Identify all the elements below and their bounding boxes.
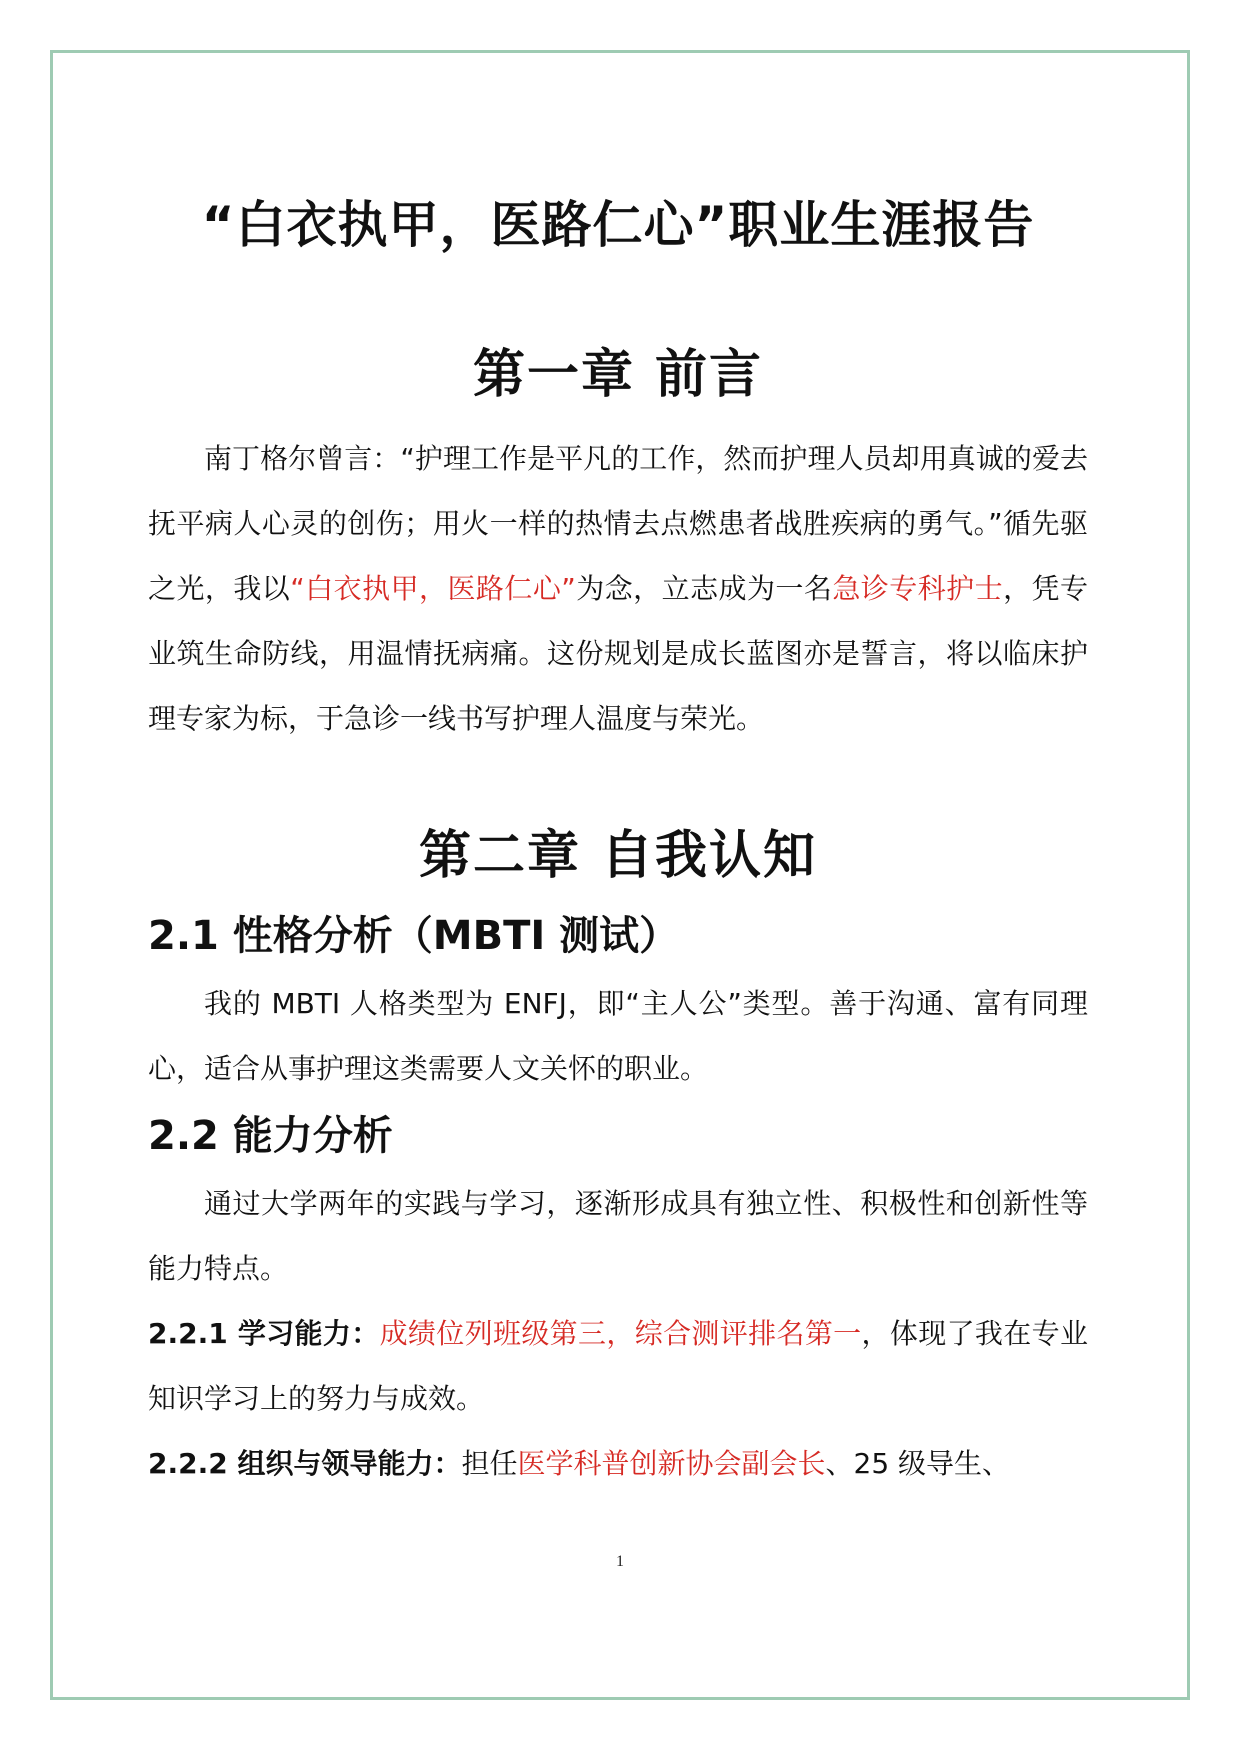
- chapter-1-paragraph: [148, 426, 1088, 751]
- quote-text: 南丁格尔曾言：“护理工作是平凡的工作，然而护理人员却用真诚的爱去抚平病人心灵的创伤；用火一样的热情去点燃患者战胜疾病的勇气。”循先驱之光，我以: [148, 442, 1088, 605]
- achievement-highlight: 成绩位列班级第三，综合测评排名第一: [379, 1317, 862, 1350]
- motto-highlight: “白衣执甲，医路仁心”: [290, 572, 576, 605]
- paragraph-text: 为念，立志成为一名: [575, 572, 833, 605]
- section-2-1-title: 2.1 性格分析（MBTI 测试）: [148, 913, 680, 959]
- subsection-text: 、25 级导生、: [825, 1447, 1011, 1480]
- paragraph-text: ，凭专业筑生命防线，用温情抚病痛。这份规划是成长蓝图亦是誓言，将以临床护理专家为标，于急诊一线书写护理人温度与荣光。: [148, 572, 1088, 735]
- page-number: 1: [616, 1553, 624, 1570]
- document-body: [148, 180, 1088, 1496]
- subsection-label: 2.2.2 组织与领导能力：: [148, 1447, 462, 1480]
- role-highlight: 医学科普创新协会副会长: [517, 1447, 826, 1480]
- section-2-2-title: 2.2 能力分析: [148, 1113, 393, 1159]
- document-title: “白衣执甲，医路仁心”职业生涯报告: [201, 196, 1035, 254]
- subsection-text: 担任: [461, 1447, 518, 1480]
- subsection-2-2-2: [148, 1431, 1088, 1496]
- subsection-text: ，体现了我在专业知识学习上的努力与成效。: [148, 1317, 1088, 1415]
- chapter-1-heading: 第一章 前言: [472, 345, 764, 405]
- subsection-label: 2.2.1 学习能力：: [148, 1317, 380, 1350]
- chapter-2-heading: 第二章 自我认知: [418, 826, 818, 886]
- section-2-2-text: 通过大学两年的实践与学习，逐渐形成具有独立性、积极性和创新性等能力特点。: [148, 1187, 1088, 1285]
- section-2-1-text: 我的 MBTI 人格类型为 ENFJ，即“主人公”类型。善于沟通、富有同理心，适合从事护理这类需要人文关怀的职业。: [148, 987, 1088, 1085]
- subsection-2-2-1: [148, 1301, 1088, 1431]
- career-goal-highlight: 急诊专科护士: [832, 572, 1004, 605]
